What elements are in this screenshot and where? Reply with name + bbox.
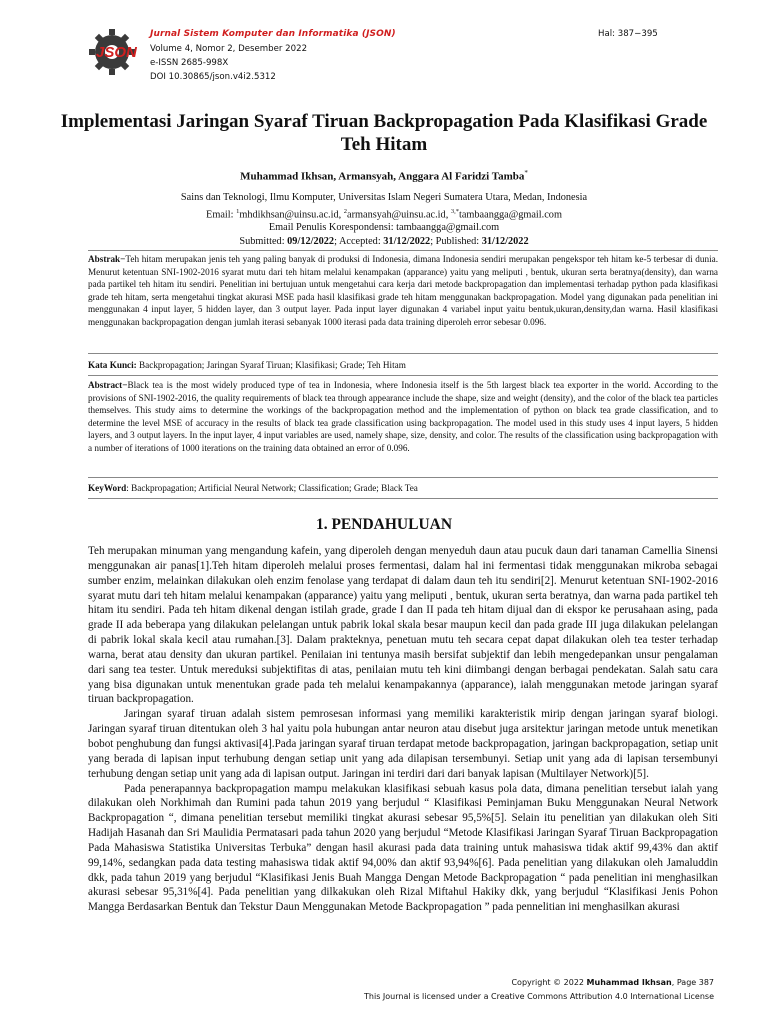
- submitted-label: Submitted:: [239, 235, 288, 247]
- submitted-date: 09/12/2022: [287, 235, 335, 247]
- published-label: ; Published:: [430, 235, 482, 247]
- issn-info: e-ISSN 2685-998X: [150, 58, 229, 68]
- email-label: Email:: [206, 208, 237, 220]
- kata-kunci-label: Kata Kunci:: [88, 360, 140, 370]
- affiliation-line: Sains dan Teknologi, Ilmu Komputer, Universitas Islam Negeri Sumatera Utara, Medan, Indonesia: [180, 192, 588, 203]
- body-paragraph-3: Pada penerapannya backpropagation mampu melakukan klasifikasi sebuah kasus pola data, dimana penelitian tersebut ialah yang dilakukan oleh Norkhimah dan Rumini pada tahun 2019 yang berjudul “ Klasifikasi Peminjaman Buku Menggunakan Neural Network Backpropagation “, dimana penelitian tersebut memiliki tingkat akurasi sebesar 95,5%[5]. Selain itu penelitian yan dilakukan oleh Siti Hadijah Hasanah dan Sri Maulidia Permatasari pada tahun 2020 yang berjudul “Metode Klasifikasi Jaringan Syaraf Tiruan Backpropagation Pada Mahasiswa Statistika Universitas Terbuka” dengan hasil akurasi pada data training untuk mahasiswa tidak aktif 99,43% dan aktif 99,14%, sedangkan pada data testing mahasiswa tidak aktif 94,00% dan aktif 93,94%[6]. Pada penelitian yang dilakukan oleh Jamaluddin dkk, pada tahun 2019 yang berjudul “Klasifikasi Jenis Buah Mangga Dengan Metode Backpropagation “ pada penelitian ini menghasilkan akurasi sebesar 95,31%[4]. Pada penelitian yang dilkakukan oleh Rizal Miftahul Hakiky dkk, yang berjudul “Klasifikasi Jenis Pohon Mangga Berdasarkan Bentuk dan Tekstur Daun Menggunakan Metode Backpropagation ” pada pennelitian ini menghasilkan akurasi: [88, 782, 718, 914]
- corresponding-mark: *: [524, 169, 528, 177]
- paper-title: Implementasi Jaringan Syaraf Tiruan Backpropagation Pada Klasifikasi Grade Teh Hitam: [60, 111, 708, 155]
- journal-name: Jurnal Sistem Komputer dan Informatika (JSON): [150, 29, 396, 39]
- page-range: Hal: 387−395: [598, 29, 658, 39]
- email-2: armansyah@uinsu.ac.id,: [347, 208, 451, 220]
- abstract-text: Black tea is the most widely produced type of tea in Indonesia, where Indonesia itself is the 5th largest black tea exporter in the world. According to the provisions of SNI-1902-2016, the quality requirements of black tea through appearance include the shape, size and weight (density), and the color of the black tea particles themselves. This study aims to determine the workings of the backpropagation method and the implementation of python on black tea grade classification, and to determine the level MSE of accuracy in the results of black tea grade classification using backpropagation. The model used in this study uses 4 input layers, 5 hidden layers, and 3 output layers. In the input layer, 4 input variables are used, namely shape, size, density, and color. The results of the classification using backpropagation with a number of iterations of 1000 iterations on the training data obtained an error of 0.096.: [88, 380, 718, 453]
- email-3: tambaangga@gmail.com: [458, 208, 562, 220]
- abstrak-label: Abstrak−: [88, 254, 126, 264]
- author-list: [60, 169, 708, 183]
- abstrak-text: Teh hitam merupakan jenis teh yang paling banyak di produksi di Indonesia, dimana Indonesia sendiri merupakan pengekspor teh hitam ke-5 terbesar di dunia. Menurut ketentuan SNI-1902-2016 syarat mutu dari teh hitam melalui kenampakan (apparance) yaitu yang meliputi , bentuk, ukuran serta beratnya(density), dan warna pada partikel teh hitam itu sendiri. Penelitian ini bertujuan untuk mengetahui cara kerja dari metode backpropagation dan implementasi terhadap python pada klasifikasi grade teh hitam, serta mengetahui tingkat akurasi MSE pada hasil klasifikasi grade teh hitam menggunakan backpropagation. Model yang digunakan pada penelitian ini menggunakan 4 input layer, 5 hidden layer, dan 3 output layer. Pada input layer digunakan 4 variabel input yaitu bentuk,ukuran,density,dan warna. Hasil klasifikasi menggunakan backpropagation dengan jumlah iterasi sebanyak 1000 iterasi pada data training diperoleh error sebesar 0.096.: [88, 254, 718, 327]
- email-1: mhdikhsan@uinsu.ac.id,: [239, 208, 344, 220]
- email-sup-2: 2: [343, 207, 347, 215]
- journal-meta: [150, 42, 307, 84]
- body-paragraph-2: Jaringan syaraf tiruan adalah sistem pemrosesan informasi yang memiliki karakteristik mirip dengan jaringan syaraf biologi. Jaringan syaraf tiruan ditentukan oleh 3 hal yaitu pola hubungan antar neuron atau disebut juga arsitektur jaringan metode untuk menetikan bobot penghubung dan fungsi aktivasi[4].Pada jaringan syaraf tiruan terdapat metode backpropagation, jaringan backpropagation, setiap unit yang berada di lapisan input terhubung dengan setiap unit yang ada dilapisan tersembunyi. Setiap unit yang ada di lapisan tersembunyi terhubung dengan setiap unit yang ada di lapisan output. Jaringan ini terdiri dari dari banyak lapisan (Multilayer Network)[5].: [88, 708, 718, 780]
- email-sup-1: 1: [236, 207, 240, 215]
- author-names: Muhammad Ikhsan, Armansyah, Anggara Al Faridzi Tamba: [240, 170, 525, 183]
- copyright-author: Muhammad Ikhsan: [586, 978, 672, 987]
- affiliation-block: [60, 191, 708, 248]
- kata-kunci-text: Backpropagation; Jaringan Syaraf Tiruan; Klasifikasi; Grade; Teh Hitam: [139, 360, 406, 370]
- corresponding-email: Email Penulis Korespondensi: tambaangga@gmail.com: [268, 222, 500, 234]
- accepted-label: ; Accepted:: [334, 235, 384, 247]
- body-paragraph-1: Teh merupakan minuman yang mengandung kafein, yang diperoleh dengan menyeduh daun atau pucuk daun dari tanaman Camellia Sinensi menggunakan air panas[1].Teh hitam diperoleh melalui proses fermentasi, dalam hal ini fermentasi tidak menggunakan mikroba sebagai sumber enzim, melainkan dilakukan oleh enzim fenolase yang terdapat di dalam daun teh itu sendiri[2]. Menurut ketentuan SNI-1902-2016 syarat mutu dari teh hitam melalui kenampakan (apparance) yaitu yang meliputi , bentuk, ukuran serta beratnya, dan warna pada partikel teh hitam itu sendiri. Pada teh hitam dikenal dengan istilah grade, grade I dan II pada teh hitam dijual dan di ekspor ke perusahaan asing, pada grade II ada beberapa yang dilakukan pelelangan untuk pabrik lokal skala besar maupun kecil dan pada grade III juga dilakukan pelelangan di pabrik lokal skala kecil atau rumahan.[3]. Dalam prakteknya, penetuan mutu teh secara cepat dapat dilakukan oleh tea tester terhadap warna, berat atau density dan ukuran partikel. Penilaian ini tentunya masih bersifat subjektif dan lebih mengedepankan unsur pengalaman dari sang tea tester. Untuk mereduksi subjektifitas di atas, penilaian mutu teh kini diimbangi dengan berbagai pendekatan. Salah satu cara yang bisa digunakan untuk menentukan grade pada teh melalui kenampakannya (apparance), ialah menggunakan metode jaringan syaraf tiruan backpropagation.: [88, 545, 718, 706]
- section-body: [88, 544, 718, 915]
- keyword-label: KeyWord: [88, 483, 127, 493]
- abstrak-paragraph: [88, 253, 718, 329]
- submission-dates: [60, 235, 708, 249]
- footer-license: This Journal is licensed under a Creative Commons Attribution 4.0 International License: [364, 992, 714, 1001]
- accepted-date: 31/12/2022: [383, 235, 431, 247]
- divider: [88, 353, 718, 354]
- divider: [88, 498, 718, 499]
- email-line: [60, 205, 708, 222]
- abstract-label: Abstract−: [88, 380, 128, 390]
- divider: [88, 477, 718, 478]
- copyright-label: Copyright © 2022: [511, 978, 587, 987]
- published-date: 31/12/2022: [481, 235, 529, 247]
- email-sup-3: 3,*: [450, 207, 459, 215]
- json-logo: [88, 26, 152, 78]
- divider: [88, 375, 718, 376]
- kata-kunci-line: [88, 359, 718, 371]
- keyword-text: : Backpropagation; Artificial Neural Network; Classification; Grade; Black Tea: [126, 483, 418, 493]
- keyword-line: [88, 482, 718, 494]
- section-heading: 1. PENDAHULUAN: [315, 516, 453, 533]
- volume-info: Volume 4, Nomor 2, Desember 2022: [150, 44, 308, 54]
- footer-copyright: [511, 978, 714, 987]
- abstract-paragraph: [88, 379, 718, 455]
- doi-info: DOI 10.30865/json.v4i2.5312: [150, 72, 276, 82]
- divider: [88, 250, 718, 251]
- logo-text: JSON: [96, 44, 137, 61]
- copyright-page: , Page 387: [671, 978, 714, 987]
